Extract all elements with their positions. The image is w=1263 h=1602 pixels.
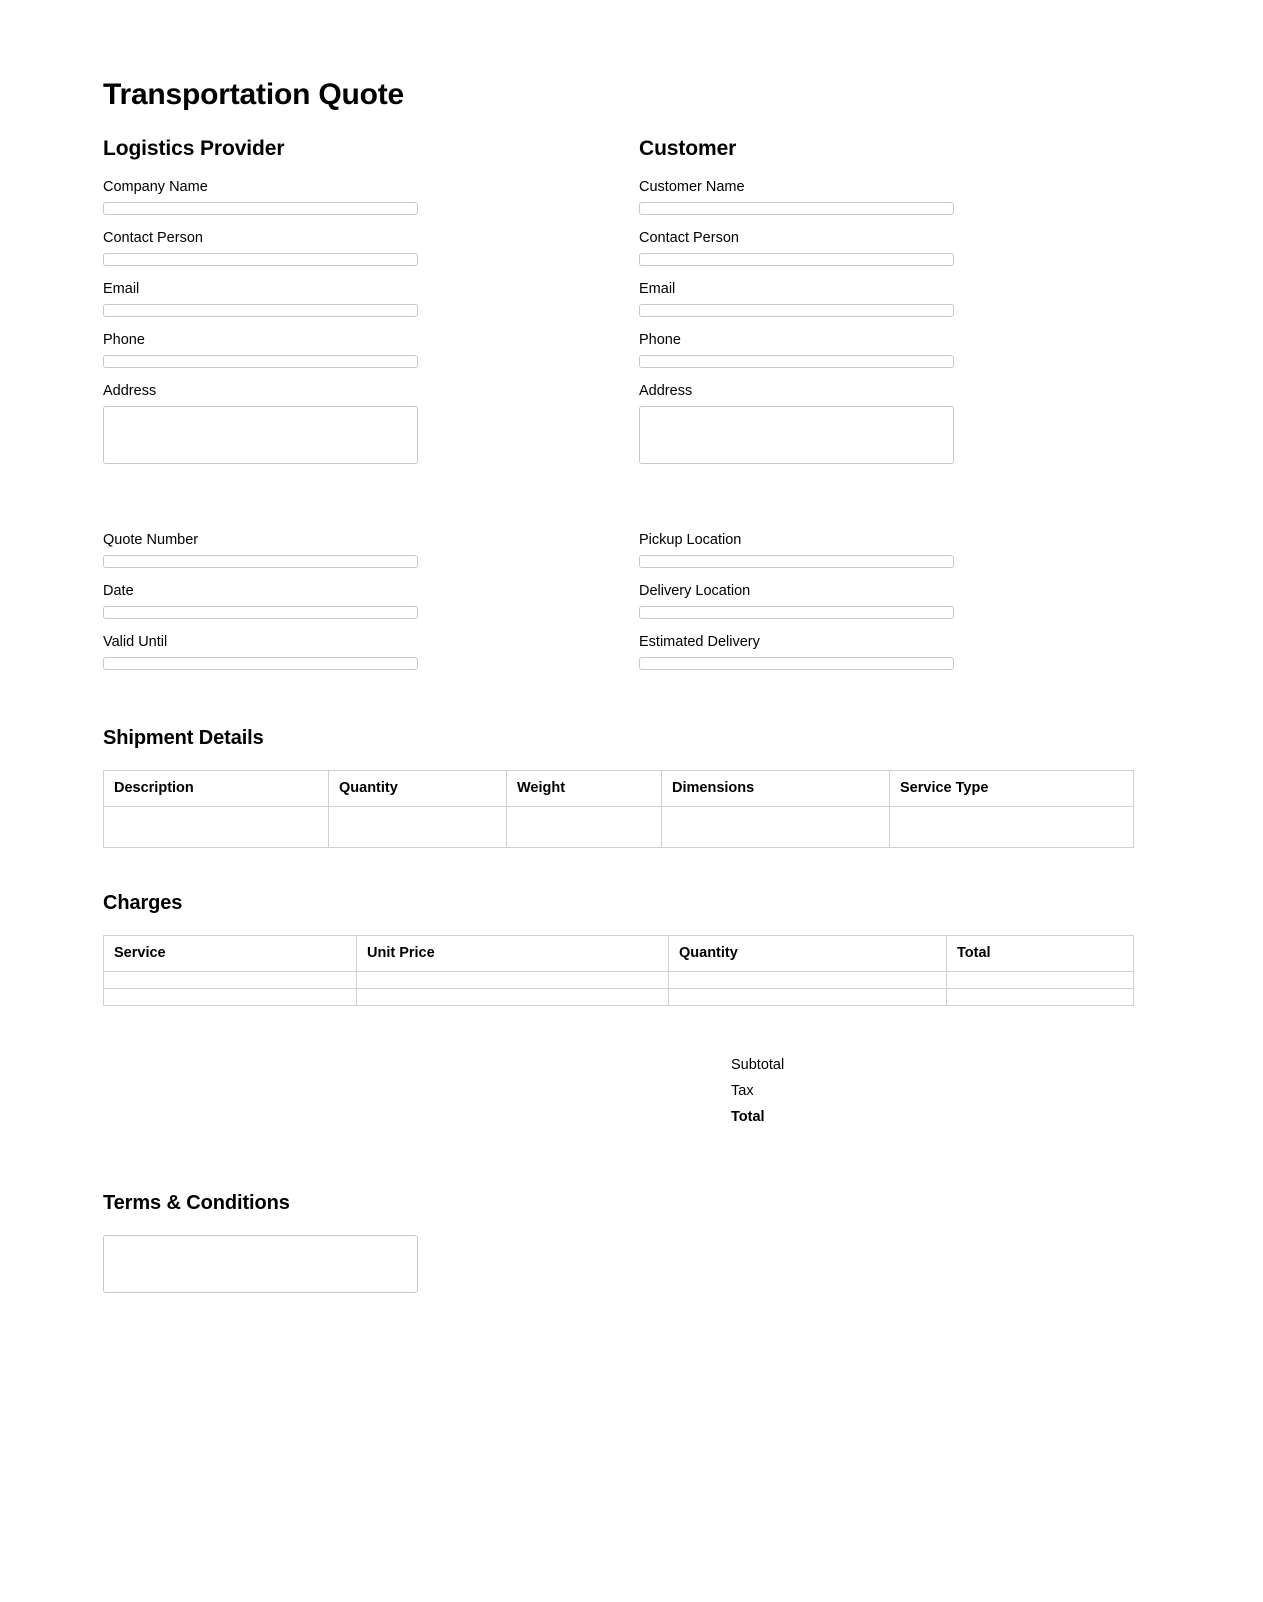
input-provider-company-name[interactable] (103, 202, 418, 215)
field-delivery-location (639, 581, 954, 619)
label-provider-contact-person: Contact Person (103, 230, 203, 247)
label-pickup-location: Pickup Location (639, 532, 742, 549)
input-customer-name[interactable] (639, 202, 954, 215)
input-provider-phone[interactable] (103, 355, 418, 368)
label-customer-name: Customer Name (639, 179, 745, 196)
column-header-weight: Weight (507, 771, 662, 807)
tax-label: Tax (731, 1082, 754, 1099)
field-valid-until (103, 632, 418, 670)
textarea-customer-address[interactable] (639, 406, 954, 464)
label-provider-email: Email (103, 281, 140, 298)
input-customer-contact-person[interactable] (639, 253, 954, 266)
terms-and-conditions-heading: Terms & Conditions (103, 1192, 290, 1215)
shipment-details-table (103, 770, 1134, 848)
field-provider-phone (103, 330, 418, 368)
table-row (104, 988, 1134, 1005)
field-customer-email (639, 279, 954, 317)
input-valid-until[interactable] (103, 657, 418, 670)
label-date: Date (103, 583, 134, 600)
table-row (104, 971, 1134, 988)
total-label: Total (731, 1108, 765, 1125)
subtotal-row (731, 1053, 1031, 1079)
label-provider-company-name: Company Name (103, 179, 208, 196)
input-estimated-delivery[interactable] (639, 657, 954, 670)
cell-quantity[interactable] (669, 988, 947, 1005)
cell-service[interactable] (104, 988, 357, 1005)
customer-group-spacer (639, 477, 954, 530)
field-pickup-location (639, 530, 954, 568)
parties-columns (103, 137, 1160, 683)
textarea-provider-address[interactable] (103, 406, 418, 464)
input-customer-email[interactable] (639, 304, 954, 317)
terms-and-conditions-block (103, 1192, 1160, 1293)
label-customer-contact-person: Contact Person (639, 230, 739, 247)
field-provider-email (103, 279, 418, 317)
label-delivery-location: Delivery Location (639, 583, 751, 600)
label-provider-address: Address (103, 383, 157, 400)
total-row (731, 1105, 1031, 1131)
input-provider-email[interactable] (103, 304, 418, 317)
field-date (103, 581, 418, 619)
subtotal-label: Subtotal (731, 1056, 785, 1073)
table-header-row (104, 936, 1134, 972)
shipment-details-block (103, 727, 1160, 848)
cell-description[interactable] (104, 807, 329, 848)
cell-weight[interactable] (507, 807, 662, 848)
cell-quantity[interactable] (669, 971, 947, 988)
label-provider-phone: Phone (103, 332, 145, 349)
shipment-details-heading: Shipment Details (103, 727, 264, 750)
cell-unit-price[interactable] (357, 988, 669, 1005)
column-header-service-type: Service Type (890, 771, 1134, 807)
label-customer-email: Email (639, 281, 676, 298)
cell-quantity[interactable] (329, 807, 507, 848)
column-header-quantity: Quantity (669, 936, 947, 972)
column-header-description: Description (104, 771, 329, 807)
field-customer-contact-person (639, 228, 954, 266)
input-quote-number[interactable] (103, 555, 418, 568)
column-header-service: Service (104, 936, 357, 972)
cell-total[interactable] (947, 971, 1134, 988)
cell-service[interactable] (104, 971, 357, 988)
logistics-provider-heading: Logistics Provider (103, 137, 285, 160)
logistics-provider-column (103, 137, 418, 683)
input-delivery-location[interactable] (639, 606, 954, 619)
label-estimated-delivery: Estimated Delivery (639, 634, 760, 651)
table-row (104, 807, 1134, 848)
charges-table (103, 935, 1134, 1006)
charges-block (103, 892, 1160, 1006)
input-date[interactable] (103, 606, 418, 619)
input-pickup-location[interactable] (639, 555, 954, 568)
input-provider-contact-person[interactable] (103, 253, 418, 266)
field-estimated-delivery (639, 632, 954, 670)
column-header-dimensions: Dimensions (662, 771, 890, 807)
column-header-total: Total (947, 936, 1134, 972)
field-provider-contact-person (103, 228, 418, 266)
customer-heading: Customer (639, 137, 737, 160)
field-provider-company-name (103, 177, 418, 215)
field-provider-address (103, 381, 418, 464)
field-customer-name (639, 177, 954, 215)
field-customer-address (639, 381, 954, 464)
cell-dimensions[interactable] (662, 807, 890, 848)
cell-total[interactable] (947, 988, 1134, 1005)
field-customer-phone (639, 330, 954, 368)
input-customer-phone[interactable] (639, 355, 954, 368)
page-title: Transportation Quote (103, 78, 405, 111)
provider-group-spacer (103, 477, 418, 530)
column-header-quantity: Quantity (329, 771, 507, 807)
label-quote-number: Quote Number (103, 532, 199, 549)
column-header-unit-price: Unit Price (357, 936, 669, 972)
customer-column (639, 137, 954, 683)
table-header-row (104, 771, 1134, 807)
label-customer-phone: Phone (639, 332, 681, 349)
field-quote-number (103, 530, 418, 568)
tax-row (731, 1079, 1031, 1105)
totals-summary (731, 1053, 1031, 1130)
cell-service-type[interactable] (890, 807, 1134, 848)
label-valid-until: Valid Until (103, 634, 168, 651)
cell-unit-price[interactable] (357, 971, 669, 988)
label-customer-address: Address (639, 383, 693, 400)
charges-heading: Charges (103, 892, 183, 915)
textarea-terms-and-conditions[interactable] (103, 1235, 418, 1293)
